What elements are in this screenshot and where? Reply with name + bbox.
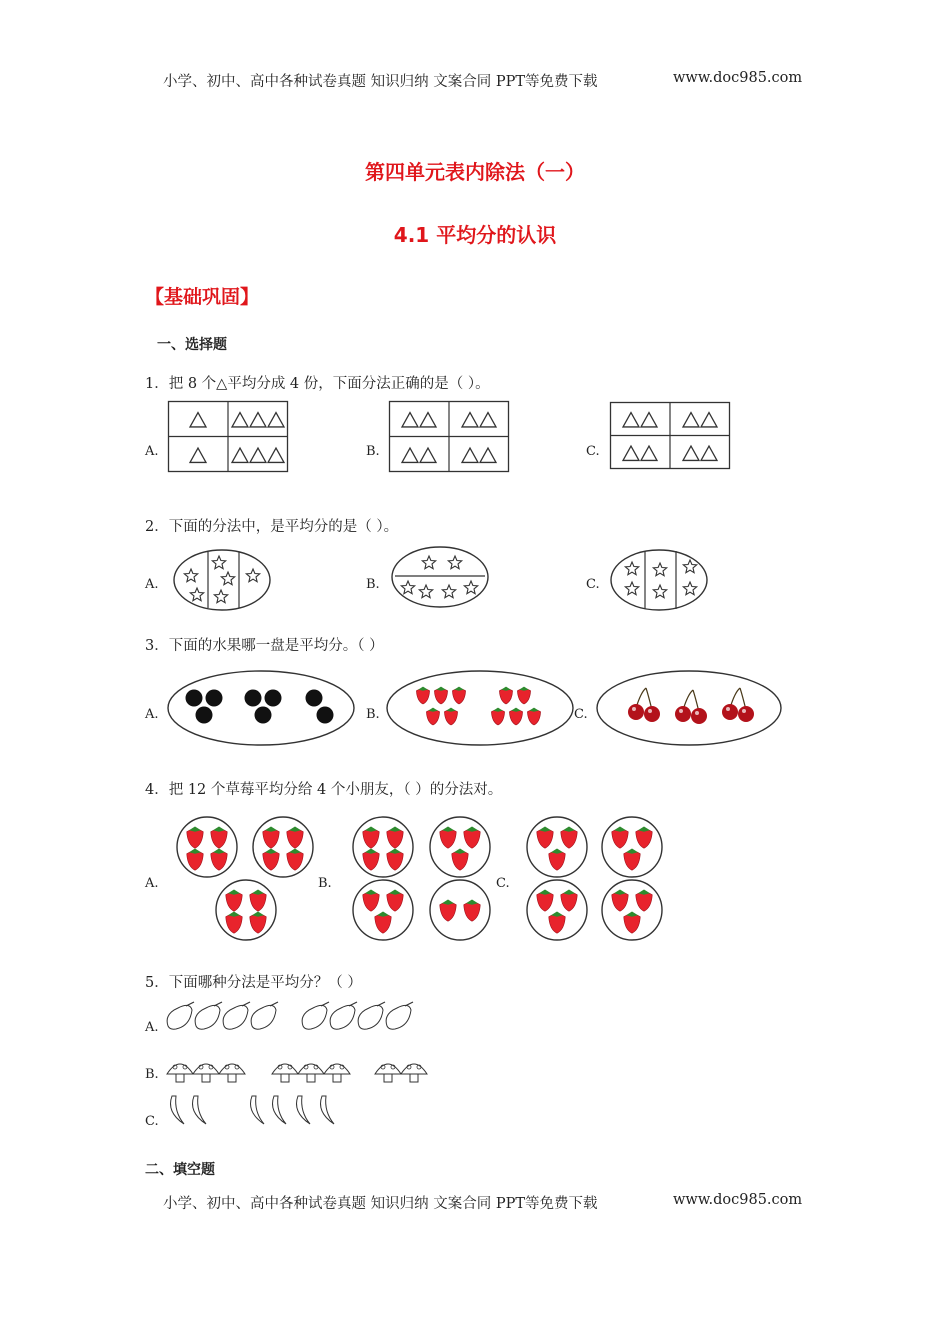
q1-figure-b xyxy=(389,401,509,472)
triangle-icon xyxy=(480,413,496,427)
strawberry-icon xyxy=(464,902,481,921)
triangle-icon xyxy=(420,448,436,462)
plate-circle xyxy=(253,817,313,877)
triangle-icon xyxy=(683,446,699,460)
oval-outline xyxy=(611,550,707,610)
mushroom-stem-icon xyxy=(202,1074,210,1082)
triangle-icon xyxy=(641,446,657,460)
strawberry-icon xyxy=(187,829,204,848)
black-dot-icon xyxy=(186,690,203,707)
banana-icon xyxy=(193,1096,207,1124)
plate-outline xyxy=(597,671,781,745)
star-icon xyxy=(190,588,203,601)
page-header xyxy=(163,70,803,91)
triangle-icon xyxy=(420,413,436,427)
black-dot-icon xyxy=(317,707,334,724)
strawberry-icon xyxy=(444,710,457,725)
eggplant-stem-icon xyxy=(242,1002,250,1006)
star-icon xyxy=(625,562,638,575)
question-2: 2．下面的分法中，是平均分的是（ ）。 xyxy=(145,519,399,535)
footer-url[interactable]: www.doc985.com xyxy=(673,1192,803,1208)
eggplant-icon xyxy=(302,1005,327,1029)
q4-option-b[interactable]: B. xyxy=(318,876,332,891)
mushroom-stem-icon xyxy=(228,1074,236,1082)
strawberry-icon xyxy=(440,902,457,921)
triangle-icon xyxy=(701,446,717,460)
cherry-highlight xyxy=(726,707,730,711)
strawberry-icon xyxy=(612,892,629,911)
q4-option-a[interactable]: A. xyxy=(145,876,159,891)
black-dot-icon xyxy=(245,690,262,707)
star-icon xyxy=(212,556,225,569)
strawberry-icon xyxy=(375,914,392,933)
banana-icon xyxy=(251,1096,265,1124)
mushroom-stem-icon xyxy=(176,1074,184,1082)
black-dot-icon xyxy=(255,707,272,724)
eggplant-stem-icon xyxy=(186,1002,194,1006)
strawberry-icon xyxy=(387,829,404,848)
q3-plate-a xyxy=(167,670,357,748)
section-title: 【基础巩固】 xyxy=(145,286,260,308)
strawberry-icon xyxy=(561,892,578,911)
triangle-icon xyxy=(402,413,418,427)
question-1: 1．把 8 个△平均分成 4 份，下面分法正确的是（ ）。 xyxy=(145,376,490,392)
star-icon xyxy=(653,563,666,576)
strawberry-icon xyxy=(499,689,512,704)
eggplant-stem-icon xyxy=(349,1002,357,1006)
q1-figure-c xyxy=(610,402,730,469)
triangle-icon xyxy=(232,413,248,427)
strawberry-icon xyxy=(287,829,304,848)
strawberry-icon xyxy=(624,851,641,870)
star-icon xyxy=(683,582,696,595)
triangle-icon xyxy=(701,413,717,427)
q2-figure-a xyxy=(173,549,273,614)
triangle-icon xyxy=(402,448,418,462)
q4-option-c[interactable]: C. xyxy=(496,876,510,891)
star-icon xyxy=(422,556,435,569)
eggplant-icon xyxy=(386,1005,411,1029)
star-icon xyxy=(214,590,227,603)
eggplant-stem-icon xyxy=(270,1002,278,1006)
strawberry-icon xyxy=(426,710,439,725)
mushroom-stem-icon xyxy=(307,1074,315,1082)
triangle-icon xyxy=(190,448,206,462)
strawberry-icon xyxy=(491,710,504,725)
eggplant-icon xyxy=(223,1005,248,1029)
triangle-icon xyxy=(268,413,284,427)
strawberry-icon xyxy=(226,892,243,911)
triangle-icon xyxy=(462,448,478,462)
eggplant-stem-icon xyxy=(377,1002,385,1006)
mushroom-icon xyxy=(324,1064,350,1074)
strawberry-icon xyxy=(211,829,228,848)
question-4: 4．把 12 个草莓平均分给 4 个小朋友，（ ）的分法对。 xyxy=(145,782,503,798)
triangle-icon xyxy=(641,413,657,427)
q1-figure-a xyxy=(168,401,288,472)
eggplant-icon xyxy=(251,1005,276,1029)
q4-figure-b xyxy=(348,812,493,947)
mushroom-icon xyxy=(167,1064,193,1074)
star-icon xyxy=(419,585,432,598)
eggplant-stem-icon xyxy=(214,1002,222,1006)
strawberry-icon xyxy=(211,851,228,870)
q3-option-c[interactable]: C. xyxy=(574,707,588,722)
star-icon xyxy=(184,569,197,582)
star-icon xyxy=(464,581,477,594)
strawberry-icon xyxy=(537,892,554,911)
eggplant-stem-icon xyxy=(405,1002,413,1006)
header-text: 小学、初中、高中各种试卷真题 知识归纳 文案合同 PPT等免费下载 xyxy=(163,74,598,90)
triangle-icon xyxy=(683,413,699,427)
q4-figure-c xyxy=(522,812,667,947)
strawberry-icon xyxy=(387,892,404,911)
star-icon xyxy=(625,582,638,595)
cherry-highlight xyxy=(648,709,652,713)
q1-option-a[interactable]: A. xyxy=(145,444,159,459)
strawberry-icon xyxy=(549,851,566,870)
strawberry-icon xyxy=(363,829,380,848)
black-dot-icon xyxy=(265,690,282,707)
triangle-icon xyxy=(623,413,639,427)
mushroom-icon xyxy=(298,1064,324,1074)
strawberry-icon xyxy=(636,892,653,911)
cherry-highlight xyxy=(632,707,636,711)
part1-title: 一、选择题 xyxy=(157,337,227,353)
triangle-icon xyxy=(268,448,284,462)
q5-option-b[interactable]: B. xyxy=(145,1067,159,1082)
strawberry-icon xyxy=(416,689,429,704)
page-footer xyxy=(163,1192,803,1213)
strawberry-icon xyxy=(537,829,554,848)
plate-outline xyxy=(387,671,573,745)
question-5: 5．下面哪种分法是平均分？（ ） xyxy=(145,975,362,991)
triangle-icon xyxy=(250,448,266,462)
cherry-icon xyxy=(644,706,660,722)
strawberry-icon xyxy=(624,914,641,933)
q5-option-a[interactable]: A. xyxy=(145,1020,159,1035)
header-url[interactable]: www.doc985.com xyxy=(673,70,803,86)
cherry-highlight xyxy=(742,709,746,713)
strawberry-icon xyxy=(561,829,578,848)
strawberry-icon xyxy=(612,829,629,848)
plate-circle xyxy=(177,817,237,877)
mushroom-stem-icon xyxy=(410,1074,418,1082)
strawberry-icon xyxy=(452,851,469,870)
question-3: 3．下面的水果哪一盘是平均分。（ ） xyxy=(145,638,384,654)
eggplant-icon xyxy=(195,1005,220,1029)
q3-option-a[interactable]: A. xyxy=(145,707,159,722)
cherry-icon xyxy=(691,708,707,724)
strawberry-icon xyxy=(250,914,267,933)
mushroom-icon xyxy=(401,1064,427,1074)
q1-option-b[interactable]: B. xyxy=(366,444,380,459)
q1-option-c[interactable]: C. xyxy=(586,444,600,459)
mushroom-stem-icon xyxy=(384,1074,392,1082)
strawberry-icon xyxy=(509,710,522,725)
strawberry-icon xyxy=(263,829,280,848)
oval-outline xyxy=(392,547,488,607)
strawberry-icon xyxy=(440,829,457,848)
q5-bananas xyxy=(160,1090,360,1130)
strawberry-icon xyxy=(434,689,447,704)
mushroom-icon xyxy=(272,1064,298,1074)
star-icon xyxy=(401,581,414,594)
black-dot-icon xyxy=(206,690,223,707)
cherry-icon xyxy=(628,704,644,720)
strawberry-icon xyxy=(517,689,530,704)
part2-title: 二、填空题 xyxy=(145,1162,215,1178)
strawberry-icon xyxy=(527,710,540,725)
strawberry-icon xyxy=(636,829,653,848)
star-icon xyxy=(246,569,259,582)
mushroom-icon xyxy=(193,1064,219,1074)
footer-text: 小学、初中、高中各种试卷真题 知识归纳 文案合同 PPT等免费下载 xyxy=(163,1196,598,1212)
black-dot-icon xyxy=(306,690,323,707)
q5-option-c[interactable]: C. xyxy=(145,1114,159,1129)
strawberry-icon xyxy=(387,851,404,870)
eggplant-icon xyxy=(330,1005,355,1029)
mushroom-icon xyxy=(219,1064,245,1074)
cherry-highlight xyxy=(695,711,699,715)
cherry-highlight xyxy=(679,709,683,713)
strawberry-icon xyxy=(226,914,243,933)
strawberry-icon xyxy=(287,851,304,870)
star-icon xyxy=(442,585,455,598)
q3-option-b[interactable]: B. xyxy=(366,707,380,722)
q2-option-a[interactable]: A. xyxy=(145,577,159,592)
triangle-icon xyxy=(623,446,639,460)
strawberry-icon xyxy=(250,892,267,911)
triangle-icon xyxy=(250,413,266,427)
q5-eggplants xyxy=(160,996,430,1036)
strawberry-icon xyxy=(452,689,465,704)
banana-icon xyxy=(171,1096,185,1124)
mushroom-icon xyxy=(375,1064,401,1074)
eggplant-stem-icon xyxy=(321,1002,329,1006)
eggplant-icon xyxy=(358,1005,383,1029)
q4-figure-a xyxy=(170,812,315,947)
star-icon xyxy=(683,560,696,573)
unit-title: 第四单元表内除法（一） xyxy=(365,160,585,184)
q2-option-c[interactable]: C. xyxy=(586,577,600,592)
q5-mushrooms xyxy=(160,1052,440,1088)
cherry-icon xyxy=(738,706,754,722)
banana-icon xyxy=(297,1096,311,1124)
triangle-icon xyxy=(462,413,478,427)
star-icon xyxy=(653,585,666,598)
strawberry-icon xyxy=(263,851,280,870)
q3-plate-b xyxy=(386,670,576,748)
triangle-icon xyxy=(190,413,206,427)
strawberry-icon xyxy=(363,851,380,870)
banana-icon xyxy=(321,1096,335,1124)
q2-figure-b xyxy=(391,546,491,611)
lesson-title: 4.1 平均分的认识 xyxy=(393,223,557,247)
plate-circle xyxy=(430,880,490,940)
triangle-icon xyxy=(232,448,248,462)
strawberry-icon xyxy=(549,914,566,933)
mushroom-stem-icon xyxy=(281,1074,289,1082)
triangle-icon xyxy=(480,448,496,462)
star-icon xyxy=(221,572,234,585)
q2-figure-c xyxy=(610,549,710,614)
q2-option-b[interactable]: B. xyxy=(366,577,380,592)
mushroom-stem-icon xyxy=(333,1074,341,1082)
black-dot-icon xyxy=(196,707,213,724)
eggplant-icon xyxy=(167,1005,192,1029)
strawberry-icon xyxy=(363,892,380,911)
plate-circle xyxy=(216,880,276,940)
q3-plate-c xyxy=(596,670,782,748)
plate-circle xyxy=(353,817,413,877)
cherry-icon xyxy=(722,704,738,720)
strawberry-icon xyxy=(464,829,481,848)
star-icon xyxy=(448,556,461,569)
banana-icon xyxy=(273,1096,287,1124)
cherry-icon xyxy=(675,706,691,722)
strawberry-icon xyxy=(187,851,204,870)
